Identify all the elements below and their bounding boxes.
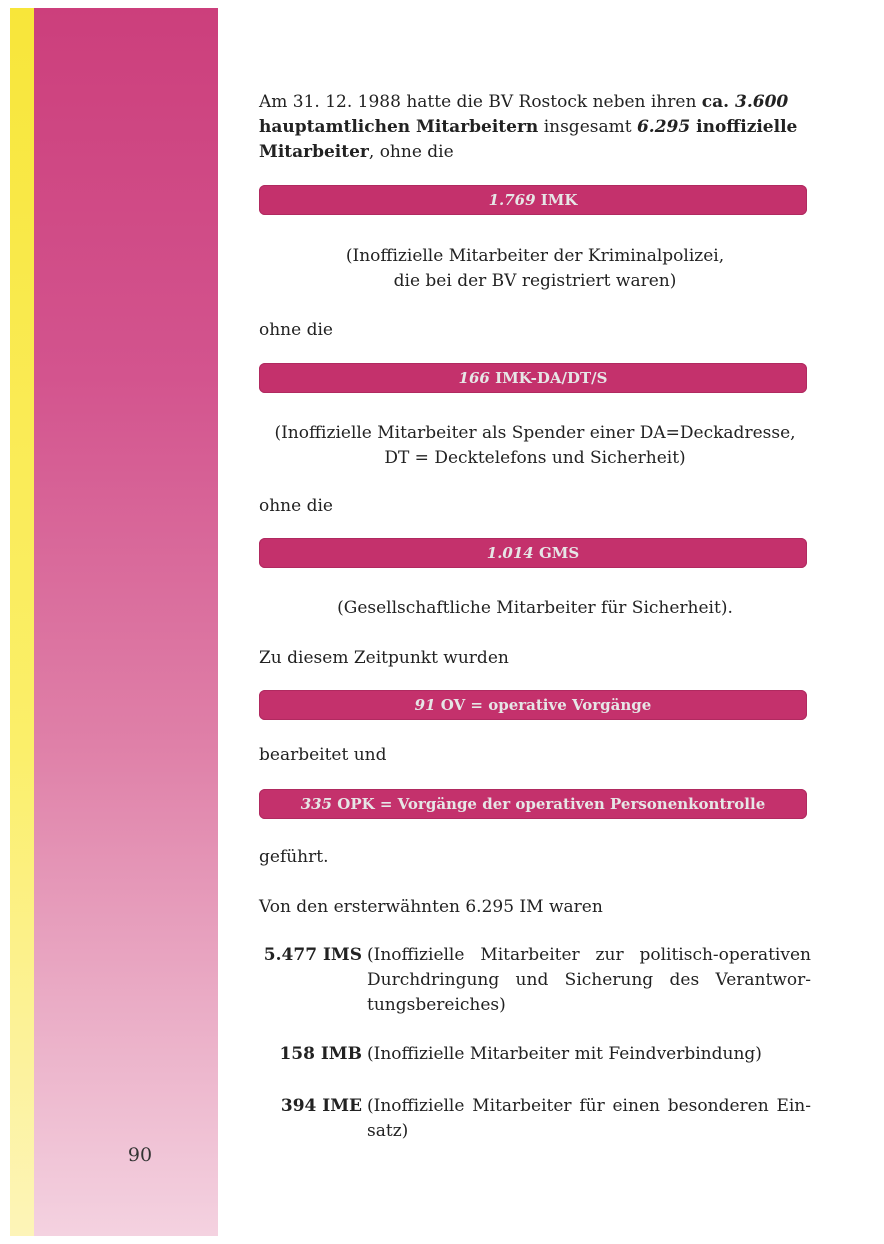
- page-number: 90: [127, 1144, 153, 1166]
- paren-imk: (Inoffizielle Mitarbeiter der Kriminalpolizei, die bei der BV registriert waren): [345, 246, 725, 291]
- highlight-bar-imk: 1.769 IMK: [259, 185, 807, 215]
- item-code: 158 IMB: [279, 1044, 362, 1064]
- intro-count-staff: 3.600: [735, 92, 789, 112]
- intro-count-im: 6.295: [636, 117, 691, 137]
- intro-text-1: Am 31. 12. 1988 hatte die BV Rostock neben ihren: [259, 92, 702, 112]
- ohne-die-2: ohne die: [259, 496, 333, 516]
- intro-bold-ca: ca. 3.600 hauptamtlichen Mitarbeitern: [259, 92, 789, 137]
- erstwaehnt-text: Von den ersterwähnten 6.295 IM waren: [259, 897, 603, 917]
- intro-bold-im: 6.295 inoffizielle Mitarbeiter: [259, 117, 798, 162]
- paren-gms: (Gesellschaftliche Mitarbeiter für Sicherheit).: [337, 598, 733, 618]
- pink-margin-band: [34, 8, 218, 1236]
- item-desc: (Inoffizielle Mitarbeiter mit Feindverbindung): [367, 1044, 762, 1064]
- paren-imk-da: (Inoffizielle Mitarbeiter als Spender einer DA=Deckadresse, DT = Decktelefons und Sicherheit): [274, 423, 796, 468]
- intro-text-2: insgesamt: [538, 117, 637, 137]
- highlight-bar-gms: 1.014 GMS: [259, 538, 807, 568]
- yellow-margin-stripe: [10, 8, 34, 1236]
- highlight-bar-opk: 335 OPK = Vorgänge der operativen Personenkontrolle: [259, 789, 807, 819]
- zeitpunkt-text: Zu diesem Zeitpunkt wurden: [259, 648, 509, 668]
- gefuehrt-text: geführt.: [259, 847, 329, 867]
- intro-paragraph: [259, 90, 811, 165]
- item-desc: (Inoffizielle Mitarbeiter für einen besonderen Ein-satz): [367, 1096, 811, 1141]
- item-code: 394 IME: [280, 1096, 362, 1116]
- bearbeitet-text: bearbeitet und: [259, 745, 387, 765]
- intro-text-3: , ohne die: [368, 142, 454, 162]
- item-code: 5.477 IMS: [263, 945, 362, 965]
- ohne-die-1: ohne die: [259, 320, 333, 340]
- item-desc: (Inoffizielle Mitarbeiter zur politisch-operativen Durchdringung und Sicherung des Verantwor-tungsbereiches): [367, 945, 811, 1015]
- highlight-bar-imk-da: 166 IMK-DA/DT/S: [259, 363, 807, 393]
- highlight-bar-ov: 91 OV = operative Vorgänge: [259, 690, 807, 720]
